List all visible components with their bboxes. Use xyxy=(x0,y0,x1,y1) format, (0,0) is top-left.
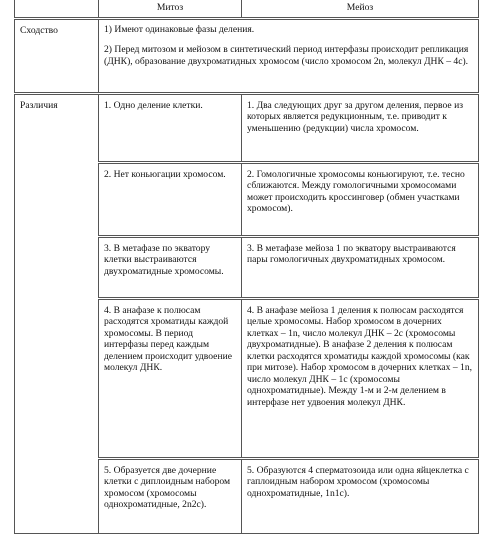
header-mitosis: Митоз xyxy=(99,0,242,18)
comparison-table xyxy=(14,0,479,534)
similarity-point-2: 2) Перед митозом и мейозом в синтетический период интерфазы происходит репликация (ДНК), образование двухроматидных хромосом (число хромосом 2n, молекул ДНК – 4с). xyxy=(104,44,469,67)
mitosis-cell-3: 3. В метафазе по экватору клетки выстраиваются двухроматидные хромосомы. xyxy=(99,236,242,298)
meiosis-cell-5: 5. Образуются 4 сперматозоида или одна яйцеклетка с гаплоидным набором хромосом (хромосомы однохроматидные, 1n1с). xyxy=(242,458,479,533)
header-meiosis: Мейоз xyxy=(242,0,479,18)
mitosis-cell-4: 4. В анафазе к полюсам расходятся хроматиды каждой хромосомы. В период интерфазы перед каждым делением происходит удвоение молекул ДНК. xyxy=(99,298,242,458)
header-row xyxy=(15,0,479,18)
difference-row-1 xyxy=(15,93,479,162)
similarity-row xyxy=(15,18,479,93)
mitosis-cell-5: 5. Образуется две дочерние клетки с диплоидным набором хромосом (хромосомы однохроматидные, 2n2с). xyxy=(99,458,242,533)
mitosis-cell-1: 1. Одно деление клетки. xyxy=(99,93,242,162)
similarity-point-1: 1) Имеют одинаковые фазы деления. xyxy=(104,23,255,35)
header-empty xyxy=(15,0,99,18)
meiosis-cell-2: 2. Гомологичные хромосомы коньюгируют, т.е. тесно сближаются. Между гомологичными хромосомами может происходить кроссинговер (обмен участками хромосом). xyxy=(242,162,479,236)
similarity-text xyxy=(99,18,479,93)
mitosis-cell-2: 2. Нет коньюгации хромосом. xyxy=(99,162,242,236)
meiosis-cell-4: 4. В анафазе мейоза 1 деления к полюсам расходятся целые хромосомы. Набор хромосом в дочерних клетках – 1n, число молекул ДНК – 2с (хромосомы двухроматидные). В анафазе 2 деления к полюсам клетки расходятся хроматиды каждой хромосомы (как при митозе). Набор хромосом в дочерних клетках – 1n, число молекул ДНК – 1с (хромосомы однохроматидные). Между 1-м и 2-м делением в интерфазе нет удвоения молекул ДНК. xyxy=(242,298,479,458)
differences-label: Различия xyxy=(15,93,99,533)
similarity-label: Сходство xyxy=(15,18,99,93)
meiosis-cell-1: 1. Два следующих друг за другом деления, первое из которых является редукционным, т.е. приводит к уменьшению (редукции) числа хромосом. xyxy=(242,93,479,162)
meiosis-cell-3: 3. В метафазе мейоза 1 по экватору выстраиваются пары гомологичных двухроматидных хромосом. xyxy=(242,236,479,298)
